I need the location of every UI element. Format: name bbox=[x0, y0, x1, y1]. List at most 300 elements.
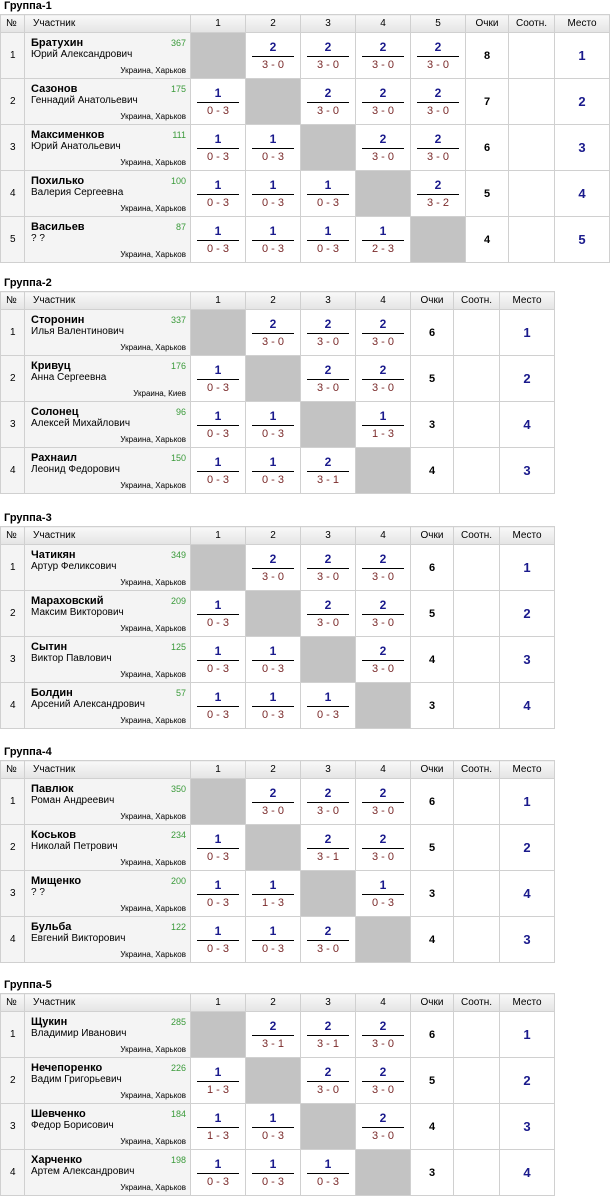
place-cell: 1 bbox=[500, 545, 555, 591]
match-score: 0 - 3 bbox=[261, 1175, 284, 1188]
participant-name[interactable]: Максименков bbox=[31, 129, 105, 141]
match-points: 1 bbox=[214, 1064, 222, 1079]
match-score: 0 - 3 bbox=[261, 196, 284, 209]
ratio-cell bbox=[454, 683, 500, 729]
participant-rating: 184 bbox=[170, 1109, 186, 1119]
place-cell: 4 bbox=[500, 683, 555, 729]
match-points: 1 bbox=[214, 689, 222, 704]
match-score: 0 - 3 bbox=[206, 1175, 229, 1188]
match-result-cell[interactable] bbox=[301, 545, 356, 591]
match-result-cell[interactable] bbox=[246, 310, 301, 356]
match-points: 1 bbox=[269, 877, 277, 892]
participant-full-name: Илья Валентинович bbox=[31, 326, 124, 337]
match-score: 3 - 0 bbox=[316, 570, 339, 583]
participant-city: Украина, Харьков bbox=[120, 578, 186, 587]
column-header-participant[interactable]: Участник bbox=[25, 527, 191, 545]
match-result-cell[interactable] bbox=[191, 683, 246, 729]
ratio-cell bbox=[509, 33, 555, 79]
match-result-cell[interactable] bbox=[191, 1150, 246, 1196]
match-result-cell[interactable] bbox=[301, 171, 356, 217]
total-points: 4 bbox=[411, 637, 454, 683]
column-header-place[interactable]: Место bbox=[500, 527, 555, 545]
participant-name[interactable]: Харченко bbox=[31, 1154, 83, 1166]
total-points: 5 bbox=[411, 356, 454, 402]
header-row bbox=[1, 761, 555, 779]
column-header-place[interactable]: Место bbox=[500, 994, 555, 1012]
place-cell: 4 bbox=[500, 1150, 555, 1196]
column-header-opponent[interactable]: 3 bbox=[301, 761, 356, 779]
match-result-cell[interactable] bbox=[191, 125, 246, 171]
match-result-cell[interactable] bbox=[246, 871, 301, 917]
match-result-cell[interactable] bbox=[246, 545, 301, 591]
column-header-points[interactable]: Очки bbox=[466, 15, 509, 33]
table-row bbox=[1, 1058, 555, 1104]
match-score: 3 - 1 bbox=[261, 1037, 284, 1050]
match-result-cell[interactable] bbox=[191, 1058, 246, 1104]
column-header-participant[interactable]: Участник bbox=[25, 761, 191, 779]
match-result-cell[interactable] bbox=[411, 125, 466, 171]
match-score: 0 - 3 bbox=[206, 616, 229, 629]
match-score: 3 - 2 bbox=[426, 196, 449, 209]
result-divider bbox=[197, 471, 239, 472]
match-result-cell[interactable] bbox=[191, 356, 246, 402]
participant-full-name: Федор Борисович bbox=[31, 1120, 114, 1131]
match-result-cell[interactable] bbox=[301, 1150, 356, 1196]
match-points: 1 bbox=[214, 1156, 222, 1171]
match-result-cell[interactable] bbox=[411, 33, 466, 79]
place-cell: 2 bbox=[500, 1058, 555, 1104]
participant-name[interactable]: Болдин bbox=[31, 687, 73, 699]
place-cell: 2 bbox=[555, 79, 610, 125]
column-header-opponent[interactable]: 2 bbox=[246, 292, 301, 310]
header-row bbox=[1, 527, 555, 545]
participant-cell bbox=[25, 545, 191, 591]
match-points: 2 bbox=[269, 39, 277, 54]
row-number: 2 bbox=[1, 356, 25, 402]
match-score: 3 - 0 bbox=[371, 104, 394, 117]
column-header-participant[interactable]: Участник bbox=[25, 994, 191, 1012]
column-header-opponent[interactable]: 1 bbox=[191, 292, 246, 310]
place-cell: 3 bbox=[555, 125, 610, 171]
match-points: 2 bbox=[379, 1018, 387, 1033]
total-points: 8 bbox=[466, 33, 509, 79]
row-number: 1 bbox=[1, 33, 25, 79]
self-cell bbox=[246, 825, 301, 871]
match-result-cell[interactable] bbox=[191, 402, 246, 448]
match-result-cell[interactable] bbox=[246, 637, 301, 683]
column-header-number[interactable]: № bbox=[1, 761, 25, 779]
column-header-participant[interactable]: Участник bbox=[25, 292, 191, 310]
participant-city: Украина, Харьков bbox=[120, 716, 186, 725]
participant-name[interactable]: Коськов bbox=[31, 829, 77, 841]
column-header-ratio[interactable]: Соотн. bbox=[454, 527, 500, 545]
ratio-cell bbox=[454, 591, 500, 637]
match-result-cell[interactable] bbox=[191, 171, 246, 217]
column-header-opponent[interactable]: 3 bbox=[301, 15, 356, 33]
result-divider bbox=[307, 848, 349, 849]
match-result-cell[interactable] bbox=[246, 917, 301, 963]
column-header-opponent[interactable]: 1 bbox=[191, 527, 246, 545]
result-divider bbox=[197, 894, 239, 895]
ratio-cell bbox=[454, 779, 500, 825]
ratio-cell bbox=[509, 125, 555, 171]
participant-name[interactable]: Похилько bbox=[31, 175, 85, 187]
match-points: 2 bbox=[434, 85, 442, 100]
place-cell: 3 bbox=[500, 1104, 555, 1150]
self-cell bbox=[191, 33, 246, 79]
match-score: 1 - 3 bbox=[206, 1083, 229, 1096]
match-result-cell[interactable] bbox=[356, 217, 411, 263]
self-cell bbox=[356, 171, 411, 217]
match-result-cell[interactable] bbox=[246, 171, 301, 217]
match-result-cell[interactable] bbox=[246, 402, 301, 448]
column-header-ratio[interactable]: Соотн. bbox=[454, 292, 500, 310]
match-points: 2 bbox=[379, 131, 387, 146]
column-header-number[interactable]: № bbox=[1, 527, 25, 545]
match-points: 1 bbox=[379, 408, 387, 423]
column-header-opponent[interactable]: 4 bbox=[356, 292, 411, 310]
match-points: 2 bbox=[379, 1064, 387, 1079]
match-result-cell[interactable] bbox=[301, 1012, 356, 1058]
self-cell bbox=[356, 1150, 411, 1196]
column-header-ratio[interactable]: Соотн. bbox=[454, 761, 500, 779]
participant-city: Украина, Харьков bbox=[120, 1045, 186, 1054]
match-points: 1 bbox=[379, 223, 387, 238]
match-result-cell[interactable] bbox=[301, 825, 356, 871]
match-result-cell[interactable] bbox=[356, 33, 411, 79]
match-score: 3 - 0 bbox=[316, 616, 339, 629]
participant-name[interactable]: Мараховский bbox=[31, 595, 104, 607]
match-result-cell[interactable] bbox=[246, 1150, 301, 1196]
participant-name[interactable]: Чатикян bbox=[31, 549, 76, 561]
participant-rating: 125 bbox=[170, 642, 186, 652]
result-divider bbox=[307, 568, 349, 569]
result-divider bbox=[197, 706, 239, 707]
match-result-cell[interactable] bbox=[191, 591, 246, 637]
column-header-number[interactable]: № bbox=[1, 15, 25, 33]
match-result-cell[interactable] bbox=[301, 1058, 356, 1104]
column-header-opponent[interactable]: 2 bbox=[246, 15, 301, 33]
match-points: 1 bbox=[214, 1110, 222, 1125]
participant-city: Украина, Харьков bbox=[120, 858, 186, 867]
match-result-cell[interactable] bbox=[246, 125, 301, 171]
result-divider bbox=[362, 1035, 404, 1036]
participant-rating: 349 bbox=[170, 550, 186, 560]
group-title: Группа-4 bbox=[4, 746, 52, 758]
group-table bbox=[0, 291, 555, 494]
table-row bbox=[1, 871, 555, 917]
match-score: 2 - 3 bbox=[371, 242, 394, 255]
match-score: 3 - 1 bbox=[316, 850, 339, 863]
self-cell bbox=[301, 1104, 356, 1150]
match-points: 2 bbox=[379, 597, 387, 612]
column-header-opponent[interactable]: 4 bbox=[356, 527, 411, 545]
match-result-cell[interactable] bbox=[356, 871, 411, 917]
match-score: 1 - 3 bbox=[206, 1129, 229, 1142]
column-header-opponent[interactable]: 4 bbox=[356, 761, 411, 779]
total-points: 6 bbox=[411, 310, 454, 356]
participant-name[interactable]: Братухин bbox=[31, 37, 84, 49]
match-score: 0 - 3 bbox=[316, 196, 339, 209]
result-divider bbox=[307, 102, 349, 103]
match-result-cell[interactable] bbox=[356, 1012, 411, 1058]
result-divider bbox=[197, 194, 239, 195]
result-divider bbox=[252, 194, 294, 195]
column-header-opponent[interactable]: 3 bbox=[301, 292, 356, 310]
result-divider bbox=[197, 379, 239, 380]
match-result-cell[interactable] bbox=[191, 217, 246, 263]
match-score: 3 - 0 bbox=[261, 804, 284, 817]
match-score: 3 - 0 bbox=[316, 381, 339, 394]
match-points: 2 bbox=[324, 831, 332, 846]
row-number: 3 bbox=[1, 125, 25, 171]
participant-cell bbox=[25, 917, 191, 963]
match-result-cell[interactable] bbox=[356, 545, 411, 591]
result-divider bbox=[197, 148, 239, 149]
match-score: 3 - 0 bbox=[316, 335, 339, 348]
column-header-place[interactable]: Место bbox=[500, 761, 555, 779]
total-points: 5 bbox=[411, 825, 454, 871]
participant-rating: 96 bbox=[175, 407, 186, 417]
match-result-cell[interactable] bbox=[356, 402, 411, 448]
match-result-cell[interactable] bbox=[301, 310, 356, 356]
match-result-cell[interactable] bbox=[411, 79, 466, 125]
table-row bbox=[1, 591, 555, 637]
place-cell: 1 bbox=[555, 33, 610, 79]
match-points: 1 bbox=[214, 831, 222, 846]
match-score: 3 - 0 bbox=[371, 616, 394, 629]
self-cell bbox=[356, 917, 411, 963]
result-divider bbox=[362, 148, 404, 149]
participant-cell bbox=[25, 591, 191, 637]
column-header-opponent[interactable]: 2 bbox=[246, 994, 301, 1012]
table-row bbox=[1, 637, 555, 683]
column-header-participant[interactable]: Участник bbox=[25, 15, 191, 33]
match-result-cell[interactable] bbox=[356, 637, 411, 683]
match-result-cell[interactable] bbox=[191, 871, 246, 917]
match-result-cell[interactable] bbox=[246, 779, 301, 825]
participant-cell bbox=[25, 125, 191, 171]
result-divider bbox=[362, 379, 404, 380]
match-result-cell[interactable] bbox=[356, 825, 411, 871]
total-points: 6 bbox=[466, 125, 509, 171]
match-result-cell[interactable] bbox=[301, 591, 356, 637]
match-points: 2 bbox=[269, 1018, 277, 1033]
match-result-cell[interactable] bbox=[301, 33, 356, 79]
result-divider bbox=[252, 1173, 294, 1174]
result-divider bbox=[252, 706, 294, 707]
match-result-cell[interactable] bbox=[356, 1058, 411, 1104]
column-header-place[interactable]: Место bbox=[555, 15, 610, 33]
participant-full-name: Артем Александрович bbox=[31, 1166, 135, 1177]
participant-cell bbox=[25, 871, 191, 917]
match-points: 2 bbox=[324, 1064, 332, 1079]
participant-name[interactable]: Васильев bbox=[31, 221, 85, 233]
self-cell bbox=[191, 310, 246, 356]
result-divider bbox=[362, 660, 404, 661]
header-row bbox=[1, 994, 555, 1012]
participant-name[interactable]: Солонец bbox=[31, 406, 79, 418]
participant-name[interactable]: Сторонин bbox=[31, 314, 85, 326]
participant-name[interactable]: Сытин bbox=[31, 641, 68, 653]
match-result-cell[interactable] bbox=[411, 171, 466, 217]
match-score: 3 - 0 bbox=[371, 662, 394, 675]
column-header-opponent[interactable]: 4 bbox=[356, 994, 411, 1012]
match-points: 1 bbox=[214, 877, 222, 892]
column-header-points[interactable]: Очки bbox=[411, 994, 454, 1012]
participant-name[interactable]: Нечепоренко bbox=[31, 1062, 103, 1074]
match-score: 0 - 3 bbox=[206, 942, 229, 955]
column-header-opponent[interactable]: 1 bbox=[191, 761, 246, 779]
participant-full-name: Юрий Анатольевич bbox=[31, 141, 121, 152]
match-score: 0 - 3 bbox=[261, 150, 284, 163]
match-score: 0 - 3 bbox=[261, 662, 284, 675]
match-result-cell[interactable] bbox=[356, 779, 411, 825]
row-number: 2 bbox=[1, 1058, 25, 1104]
match-score: 0 - 3 bbox=[206, 196, 229, 209]
self-cell bbox=[191, 545, 246, 591]
match-result-cell[interactable] bbox=[246, 33, 301, 79]
place-cell: 3 bbox=[500, 448, 555, 494]
participant-city: Украина, Харьков bbox=[120, 1137, 186, 1146]
match-result-cell[interactable] bbox=[191, 825, 246, 871]
match-score: 3 - 0 bbox=[371, 150, 394, 163]
participant-name[interactable]: Мищенко bbox=[31, 875, 82, 887]
match-result-cell[interactable] bbox=[301, 217, 356, 263]
result-divider bbox=[197, 102, 239, 103]
match-points: 1 bbox=[214, 454, 222, 469]
match-result-cell[interactable] bbox=[191, 79, 246, 125]
column-header-points[interactable]: Очки bbox=[411, 292, 454, 310]
result-divider bbox=[417, 148, 459, 149]
match-result-cell[interactable] bbox=[356, 79, 411, 125]
column-header-place[interactable]: Место bbox=[500, 292, 555, 310]
place-cell: 4 bbox=[555, 171, 610, 217]
column-header-opponent[interactable]: 4 bbox=[356, 15, 411, 33]
place-cell: 5 bbox=[555, 217, 610, 263]
participant-name[interactable]: Павлюк bbox=[31, 783, 74, 795]
match-score: 3 - 0 bbox=[371, 1083, 394, 1096]
column-header-ratio[interactable]: Соотн. bbox=[454, 994, 500, 1012]
match-result-cell[interactable] bbox=[191, 637, 246, 683]
group-table bbox=[0, 14, 610, 263]
match-points: 2 bbox=[379, 831, 387, 846]
column-header-opponent[interactable]: 1 bbox=[191, 994, 246, 1012]
match-score: 3 - 0 bbox=[371, 381, 394, 394]
participant-name[interactable]: Сазонов bbox=[31, 83, 78, 95]
match-points: 1 bbox=[269, 131, 277, 146]
participant-full-name: Евгений Викторович bbox=[31, 933, 126, 944]
match-result-cell[interactable] bbox=[356, 591, 411, 637]
column-header-points[interactable]: Очки bbox=[411, 527, 454, 545]
match-points: 1 bbox=[269, 689, 277, 704]
result-divider bbox=[252, 660, 294, 661]
participant-name[interactable]: Щукин bbox=[31, 1016, 68, 1028]
match-score: 3 - 0 bbox=[316, 804, 339, 817]
match-points: 1 bbox=[269, 408, 277, 423]
participant-city: Украина, Киев bbox=[133, 389, 186, 398]
self-cell bbox=[356, 448, 411, 494]
column-header-opponent[interactable]: 2 bbox=[246, 761, 301, 779]
result-divider bbox=[362, 894, 404, 895]
match-result-cell[interactable] bbox=[191, 1104, 246, 1150]
result-divider bbox=[252, 333, 294, 334]
match-result-cell[interactable] bbox=[301, 79, 356, 125]
ratio-cell bbox=[509, 79, 555, 125]
match-points: 1 bbox=[214, 177, 222, 192]
match-result-cell[interactable] bbox=[301, 683, 356, 729]
match-points: 1 bbox=[214, 223, 222, 238]
participant-name[interactable]: Рахнаил bbox=[31, 452, 77, 464]
column-header-number[interactable]: № bbox=[1, 994, 25, 1012]
match-points: 2 bbox=[324, 1018, 332, 1033]
participant-rating: 200 bbox=[170, 876, 186, 886]
table-row bbox=[1, 1104, 555, 1150]
match-result-cell[interactable] bbox=[246, 1104, 301, 1150]
match-result-cell[interactable] bbox=[301, 448, 356, 494]
result-divider bbox=[252, 425, 294, 426]
participant-name[interactable]: Бульба bbox=[31, 921, 72, 933]
participant-rating: 87 bbox=[175, 222, 186, 232]
participant-city: Украина, Харьков bbox=[120, 624, 186, 633]
participant-full-name: Роман Андреевич bbox=[31, 795, 115, 806]
match-score: 3 - 0 bbox=[371, 335, 394, 348]
group-title: Группа-3 bbox=[4, 512, 52, 524]
column-header-points[interactable]: Очки bbox=[411, 761, 454, 779]
match-points: 2 bbox=[324, 551, 332, 566]
participant-city: Украина, Харьков bbox=[120, 904, 186, 913]
result-divider bbox=[362, 568, 404, 569]
participant-name[interactable]: Кривуц bbox=[31, 360, 71, 372]
participant-full-name: Юрий Александрович bbox=[31, 49, 133, 60]
ratio-cell bbox=[454, 356, 500, 402]
participant-name[interactable]: Шевченко bbox=[31, 1108, 86, 1120]
match-result-cell[interactable] bbox=[246, 448, 301, 494]
row-number: 2 bbox=[1, 79, 25, 125]
match-result-cell[interactable] bbox=[356, 125, 411, 171]
participant-full-name: Леонид Федорович bbox=[31, 464, 120, 475]
match-result-cell[interactable] bbox=[191, 448, 246, 494]
match-result-cell[interactable] bbox=[356, 310, 411, 356]
match-result-cell[interactable] bbox=[301, 356, 356, 402]
match-result-cell[interactable] bbox=[356, 356, 411, 402]
column-header-opponent[interactable]: 2 bbox=[246, 527, 301, 545]
column-header-opponent[interactable]: 3 bbox=[301, 527, 356, 545]
match-result-cell[interactable] bbox=[246, 683, 301, 729]
table-row bbox=[1, 356, 555, 402]
result-divider bbox=[417, 102, 459, 103]
result-divider bbox=[417, 56, 459, 57]
match-result-cell[interactable] bbox=[356, 1104, 411, 1150]
participant-rating: 198 bbox=[170, 1155, 186, 1165]
column-header-opponent[interactable]: 3 bbox=[301, 994, 356, 1012]
header-row bbox=[1, 292, 555, 310]
column-header-ratio[interactable]: Соотн. bbox=[509, 15, 555, 33]
self-cell bbox=[191, 1012, 246, 1058]
match-result-cell[interactable] bbox=[301, 779, 356, 825]
column-header-opponent[interactable]: 5 bbox=[411, 15, 466, 33]
match-result-cell[interactable] bbox=[246, 217, 301, 263]
match-result-cell[interactable] bbox=[191, 917, 246, 963]
column-header-number[interactable]: № bbox=[1, 292, 25, 310]
match-result-cell[interactable] bbox=[301, 917, 356, 963]
match-result-cell[interactable] bbox=[246, 1012, 301, 1058]
self-cell bbox=[301, 125, 356, 171]
row-number: 1 bbox=[1, 310, 25, 356]
column-header-opponent[interactable]: 1 bbox=[191, 15, 246, 33]
result-divider bbox=[307, 379, 349, 380]
participant-cell bbox=[25, 1012, 191, 1058]
